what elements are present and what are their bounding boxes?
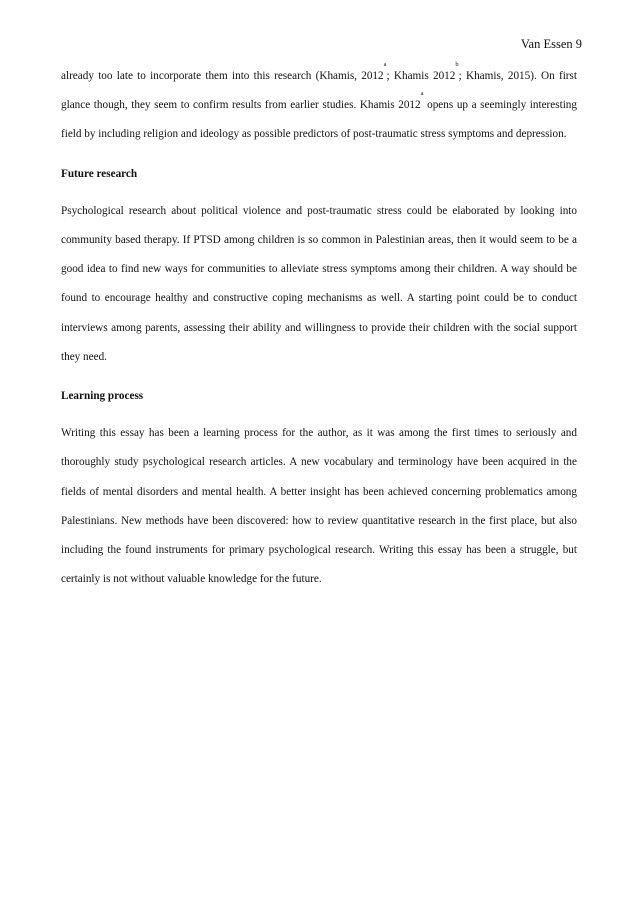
- paragraph-learning-process: Writing this essay has been a learning process for the author, as it was among the first times to seriously and thoroughly study psychological research articles. A new vocabulary and terminology have been acquired in the fields of mental disorders and mental health. A better insight has been achieved concerning problematics among Palestinians. New methods have been discovered: how to review quantitative research in the first place, but also including the found instruments for primary psychological research. Writing this essay has been a struggle, but certainly is not without valuable knowledge for the future.: [61, 427, 577, 586]
- page-number-label: Van Essen 9: [520, 37, 582, 51]
- citation-superscript: a: [383, 61, 387, 68]
- section-heading-learning-process: Learning process: [61, 390, 144, 403]
- paragraph-text: ; Khamis 2012: [386, 70, 456, 82]
- paragraph-future-research: Psychological research about political violence and post-traumatic stress could be elaborated by looking into community based therapy. If PTSD among children is so common in Palestinian areas, then it would seem to be a good idea to find new ways for communities to alleviate stress symptoms among their children. A way should be found to encourage healthy and constructive coping mechanisms as well. A starting point could be to conduct interviews among parents, assessing their ability and willingness to provide their children with the social support they need.: [61, 204, 577, 363]
- citation-superscript: a: [420, 90, 424, 98]
- paragraph-text: ; Khamis, 2015). On first glance though, they seem to confirm results from earlier studies. Khamis 2012: [61, 70, 577, 112]
- document-body: [61, 62, 577, 594]
- paragraph-text: opens up a seemingly interesting field by including religion and ideology as possible predictors of post-traumatic stress symptoms and depression.: [61, 99, 577, 141]
- paragraph-text: already too late to incorporate them into this research (Khamis, 2012: [61, 70, 384, 82]
- section-heading-future-research: Future research: [61, 167, 138, 180]
- page-header: [521, 36, 582, 52]
- citation-superscript: b: [455, 61, 459, 68]
- paragraph-khamis-citations: [61, 62, 577, 150]
